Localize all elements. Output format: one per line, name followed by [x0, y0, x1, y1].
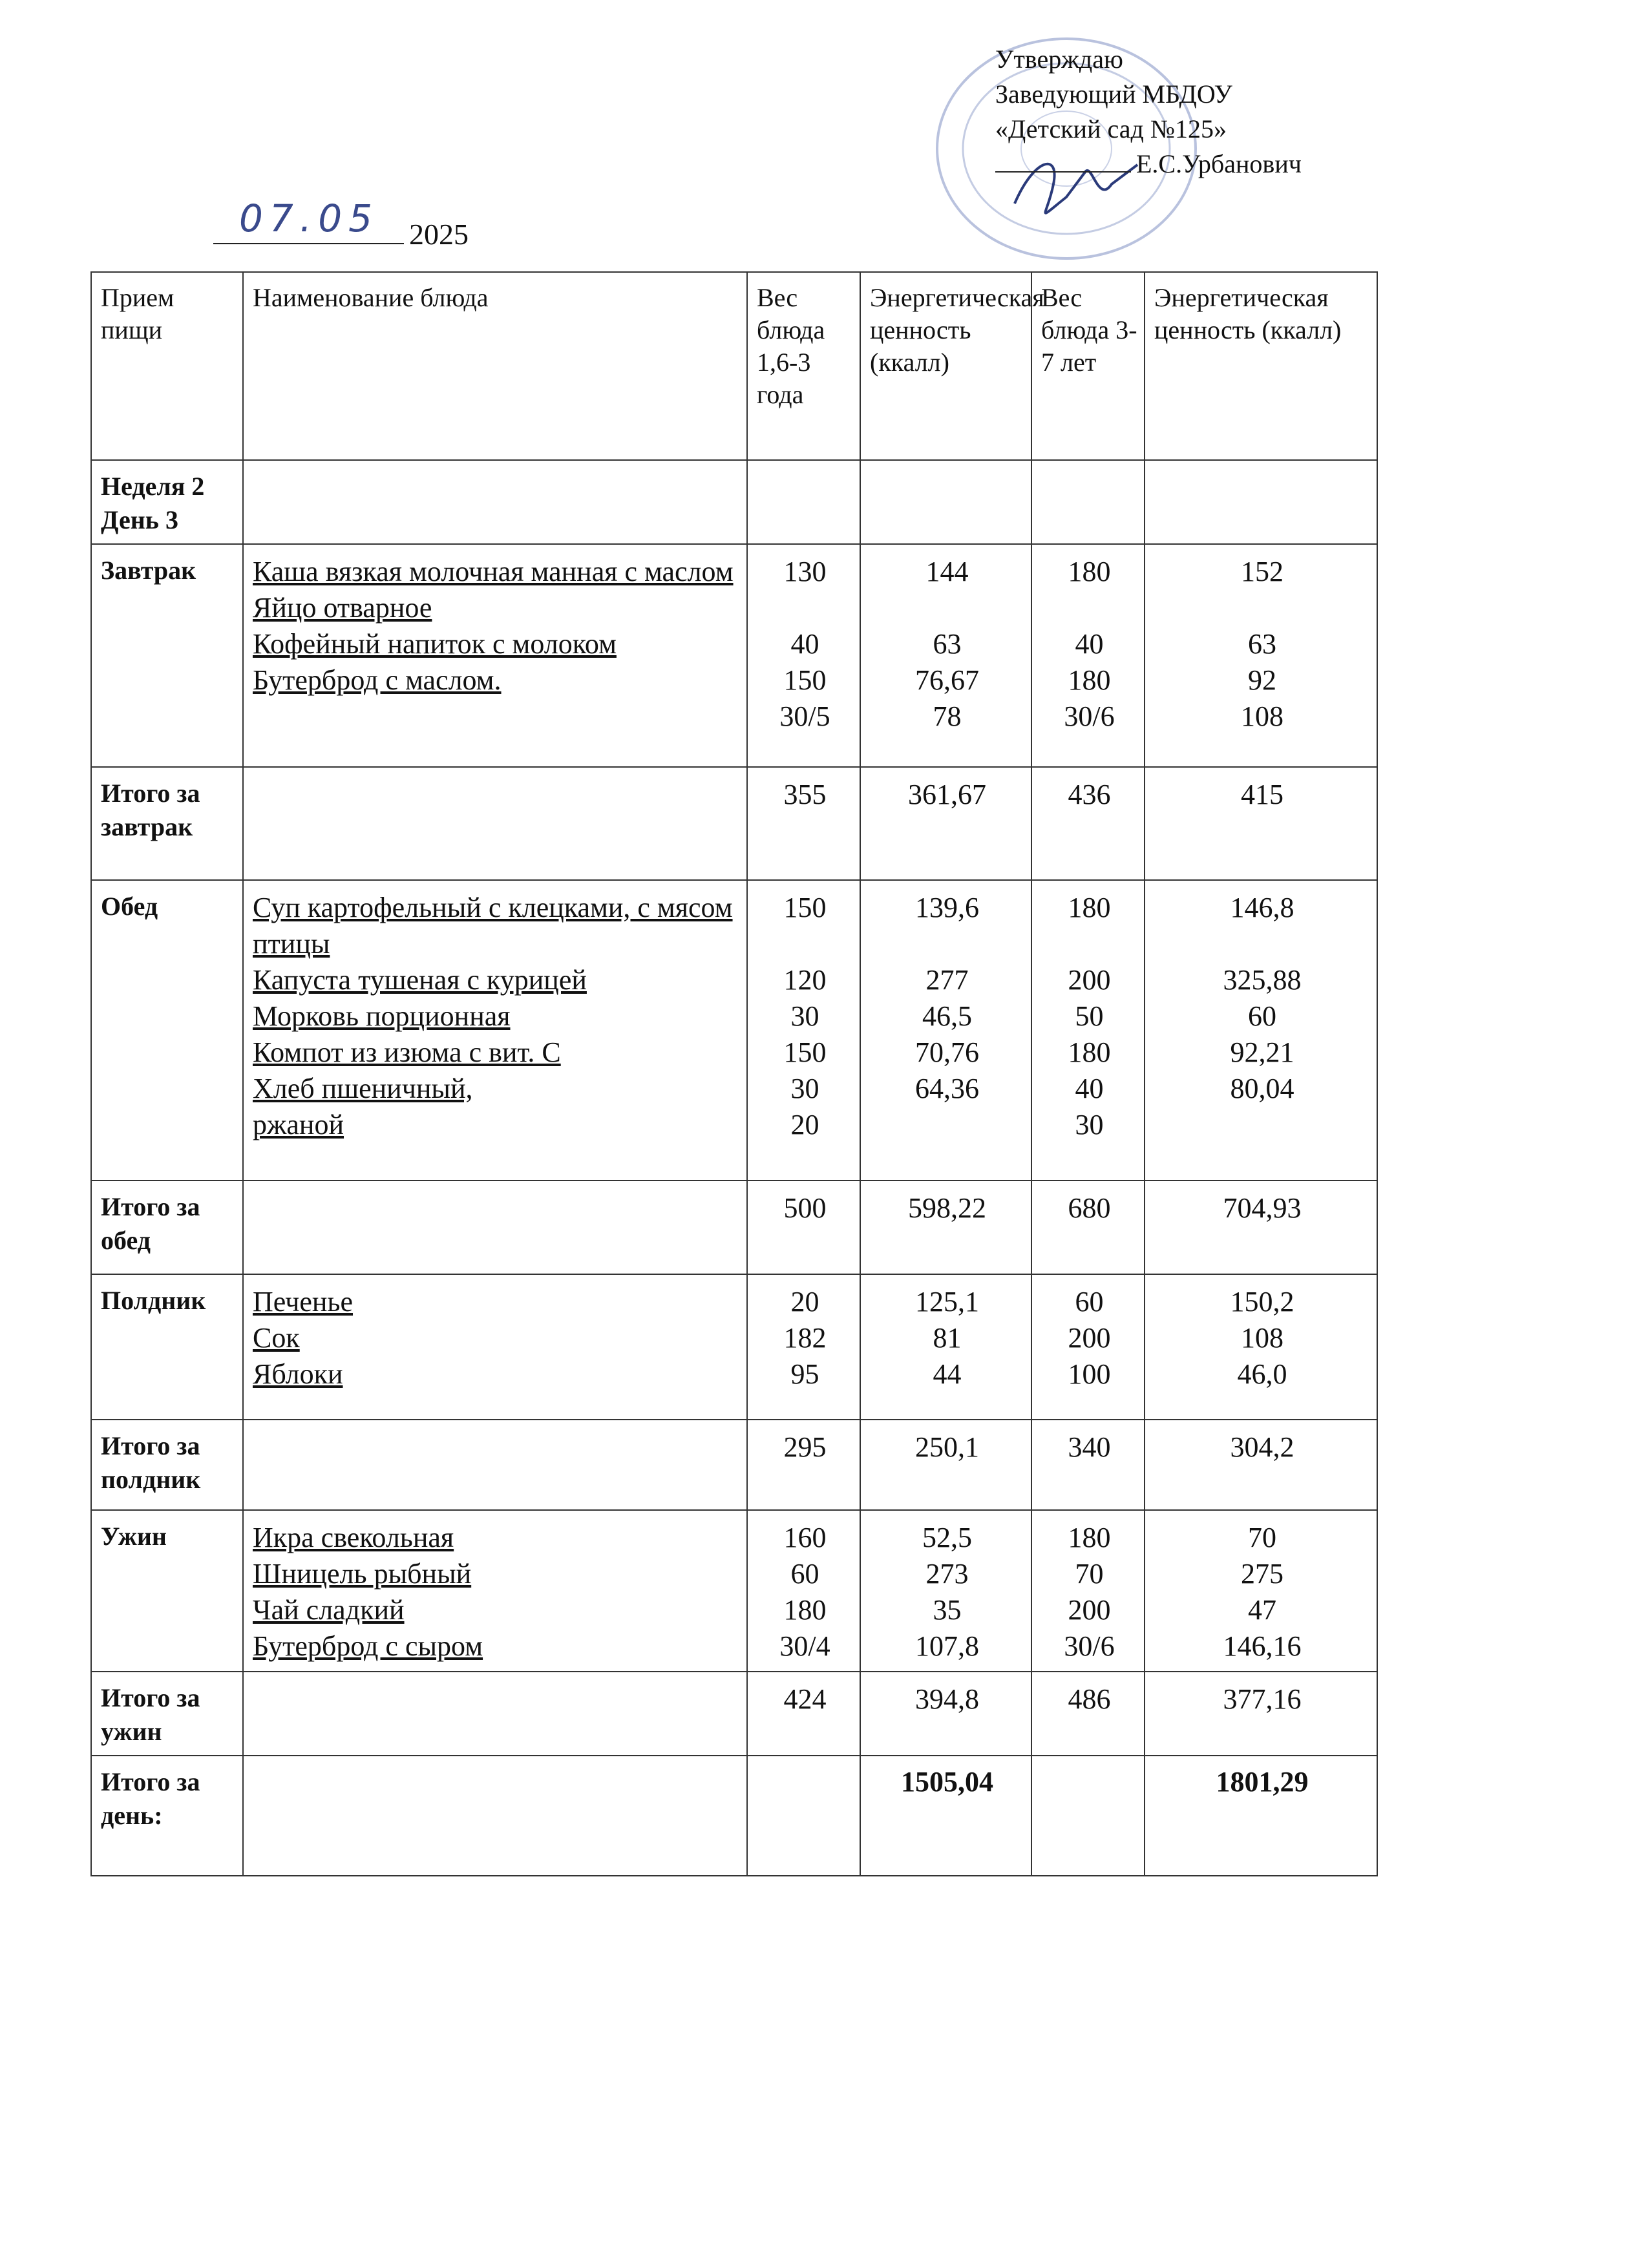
table-row [91, 544, 1377, 767]
dish-item: Капуста тушеная с курицей [253, 964, 587, 996]
weight-3-7: 180 70 200 30/6 [1031, 1510, 1145, 1672]
total-weight-1-3: 424 [747, 1672, 860, 1756]
header-dish: Наименование блюда [243, 272, 747, 460]
total-weight-1-3: 355 [747, 767, 860, 880]
empty-cell [860, 460, 1031, 544]
dish-list [243, 1510, 747, 1672]
total-weight-3-7: 680 [1031, 1181, 1145, 1274]
empty-cell [243, 1756, 747, 1876]
dish-item: Чай сладкий [253, 1594, 405, 1626]
meal-name: Завтрак [91, 544, 243, 767]
total-energy-3-7: 377,16 [1145, 1672, 1377, 1756]
empty-cell [1031, 460, 1145, 544]
empty-cell [747, 460, 860, 544]
approval-line-2: Заведующий МБДОУ [995, 79, 1232, 109]
dish-item: Кофейный напиток с молоком [253, 628, 617, 660]
total-weight-3-7: 340 [1031, 1420, 1145, 1510]
total-energy-3-7: 415 [1145, 767, 1377, 880]
dish-item: Шницель рыбный [253, 1558, 472, 1590]
weight-3-7: 180 200 50 180 40 30 [1031, 880, 1145, 1181]
table-row [91, 1274, 1377, 1420]
day-total-row [91, 1756, 1377, 1876]
empty-cell [243, 767, 747, 880]
empty-cell [243, 1181, 747, 1274]
weight-3-7: 180 40 180 30/6 [1031, 544, 1145, 767]
header-energy-1-3: Энергетическая ценность (ккалл) [860, 272, 1031, 460]
dish-item: ржаной [253, 1109, 344, 1140]
total-weight-3-7: 486 [1031, 1672, 1145, 1756]
signatory-name: Е.С.Урбанович [1136, 149, 1302, 178]
energy-3-7: 70 275 47 146,16 [1145, 1510, 1377, 1672]
approval-line-3: «Детский сад №125» [995, 114, 1227, 143]
empty-cell [1031, 1756, 1145, 1876]
dish-item: Хлеб пшеничный, [253, 1073, 473, 1104]
total-energy-1-3: 598,22 [860, 1181, 1031, 1274]
day-total-energy-1-3: 1505,04 [860, 1756, 1031, 1876]
date-year: 2025 [409, 218, 469, 251]
date-blank [213, 196, 404, 244]
weight-1-3: 20 182 95 [747, 1274, 860, 1420]
table-row [91, 1510, 1377, 1672]
total-label: Итого за завтрак [91, 767, 243, 880]
dish-item: Суп картофельный с клецками, с мясом птицы [253, 892, 733, 960]
approval-signatory [995, 147, 1302, 182]
dish-item: Бутерброд с маслом. [253, 664, 502, 696]
menu-table [90, 271, 1378, 1876]
total-energy-1-3: 250,1 [860, 1420, 1031, 1510]
menu-table-container [90, 271, 1377, 1876]
total-row [91, 767, 1377, 880]
weight-1-3: 150 120 30 150 30 20 [747, 880, 860, 1181]
day-total-energy-3-7: 1801,29 [1145, 1756, 1377, 1876]
document-date [213, 196, 469, 251]
total-label: Итого за ужин [91, 1672, 243, 1756]
week-day-row [91, 460, 1377, 544]
handwritten-date: 07.05 [239, 196, 379, 240]
signature-line [995, 171, 1131, 173]
approval-block [995, 42, 1302, 182]
meal-name: Полдник [91, 1274, 243, 1420]
dish-item: Сок [253, 1322, 300, 1354]
total-weight-3-7: 436 [1031, 767, 1145, 880]
table-row [91, 880, 1377, 1181]
energy-1-3: 144 63 76,67 78 [860, 544, 1031, 767]
total-energy-3-7: 304,2 [1145, 1420, 1377, 1510]
dish-list [243, 1274, 747, 1420]
total-row [91, 1181, 1377, 1274]
dish-item: Каша вязкая молочная манная с маслом [253, 556, 734, 587]
total-row [91, 1420, 1377, 1510]
total-label: Итого за обед [91, 1181, 243, 1274]
header-energy-3-7: Энергетическая ценность (ккалл) [1145, 272, 1377, 460]
energy-1-3: 125,1 81 44 [860, 1274, 1031, 1420]
table-header-row [91, 272, 1377, 460]
energy-3-7: 150,2 108 46,0 [1145, 1274, 1377, 1420]
meal-name: Обед [91, 880, 243, 1181]
total-row [91, 1672, 1377, 1756]
total-weight-1-3: 295 [747, 1420, 860, 1510]
energy-3-7: 146,8 325,88 60 92,21 80,04 [1145, 880, 1377, 1181]
dish-list [243, 880, 747, 1181]
energy-3-7: 152 63 92 108 [1145, 544, 1377, 767]
empty-cell [243, 1420, 747, 1510]
dish-item: Печенье [253, 1286, 354, 1318]
energy-1-3: 52,5 273 35 107,8 [860, 1510, 1031, 1672]
weight-3-7: 60 200 100 [1031, 1274, 1145, 1420]
header-meal: Прием пищи [91, 272, 243, 460]
dish-item: Морковь порционная [253, 1000, 511, 1032]
approval-line-1: Утверждаю [995, 45, 1123, 74]
dish-item: Бутерброд с сыром [253, 1630, 483, 1662]
dish-item: Компот из изюма с вит. С [253, 1036, 561, 1068]
dish-item: Яйцо отварное [253, 592, 432, 624]
dish-list [243, 544, 747, 767]
total-label: Итого за полдник [91, 1420, 243, 1510]
weight-1-3: 130 40 150 30/5 [747, 544, 860, 767]
header-weight-1-3: Вес блюда 1,6-3 года [747, 272, 860, 460]
header-weight-3-7: Вес блюда 3-7 лет [1031, 272, 1145, 460]
empty-cell [1145, 460, 1377, 544]
total-energy-1-3: 361,67 [860, 767, 1031, 880]
total-weight-1-3: 500 [747, 1181, 860, 1274]
dish-item: Яблоки [253, 1358, 343, 1390]
total-energy-1-3: 394,8 [860, 1672, 1031, 1756]
energy-1-3: 139,6 277 46,5 70,76 64,36 [860, 880, 1031, 1181]
weight-1-3: 160 60 180 30/4 [747, 1510, 860, 1672]
dish-item: Икра свекольная [253, 1522, 454, 1553]
meal-name: Ужин [91, 1510, 243, 1672]
week-day-label: Неделя 2 День 3 [91, 460, 243, 544]
empty-cell [747, 1756, 860, 1876]
day-total-label: Итого за день: [91, 1756, 243, 1876]
empty-cell [243, 1672, 747, 1756]
empty-cell [243, 460, 747, 544]
total-energy-3-7: 704,93 [1145, 1181, 1377, 1274]
